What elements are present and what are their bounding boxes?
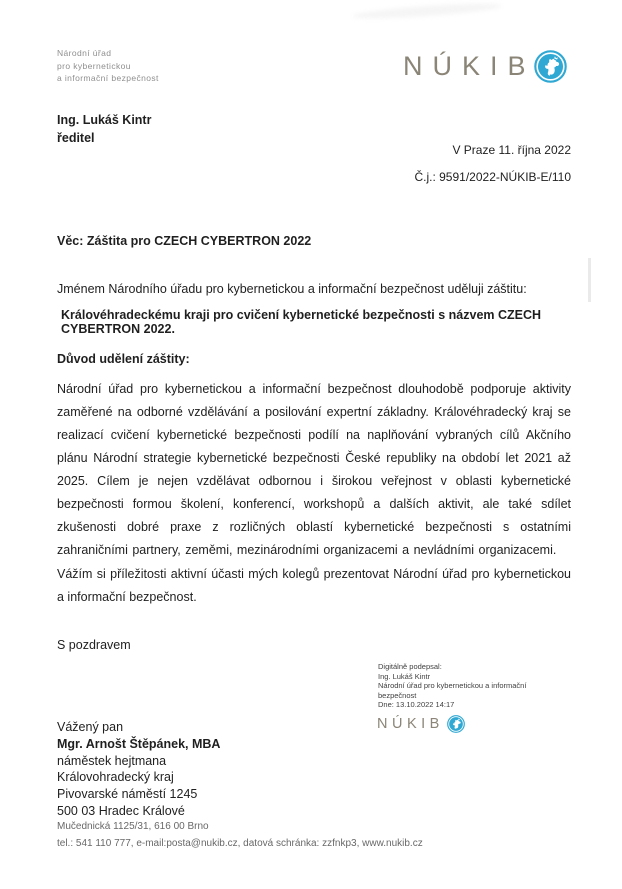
agency-line: a informační bezpečnost	[57, 73, 159, 83]
subject-line: Věc: Záštita pro CZECH CYBERTRON 2022	[57, 234, 312, 248]
digital-signature-block	[378, 662, 526, 710]
letter-footer	[57, 818, 423, 852]
agency-line: Národní úřad	[57, 48, 112, 58]
recipient-block	[57, 719, 220, 820]
recipient-line: Královohradecký kraj	[57, 770, 174, 785]
recipient-line: náměstek hejtmana	[57, 753, 167, 768]
recipient-name: Mgr. Arnošt Štěpánek, MBA	[57, 736, 221, 751]
place-date: V Praze 11. října 2022	[452, 143, 571, 157]
body-paragraph-1: Národní úřad pro kybernetickou a informační bezpečnost dlouhodobě podporuje aktivity zaměřené na odborné vzdělávání a posilování expertní základny. Královéhradecký kraj se realizací cvičení kybernetické bezpečnosti podílí na naplňování vybraných cílů Akčního plánu Národní strategie kybernetické bezpečnosti České republiky na období let 2021 až 2025. Cílem je nejen vzdělávat odbornou i širokou veřejnost v oblasti kybernetické bezpečnosti formou školení, konferencí, workshopů a dalších aktivit, ale také sdílet zkušenosti dobré praxe z rozličných oblastí kybernetické bezpečnosti s ostatními zahraničními partnery, zeměmi, mezinárodními organizacemi a nevládními organizacemi.	[57, 382, 571, 557]
signature-nukib-logo	[377, 714, 465, 734]
letter-meta	[414, 143, 571, 184]
digsig-line: Digitálně podepsal:	[378, 662, 442, 671]
body-paragraph-2: Vážím si příležitosti aktivní účasti mých kolegů prezentovat Národní úřad pro kybernetickou a informační bezpečnost.	[57, 567, 571, 604]
scan-artifact	[352, 1, 502, 21]
agency-name-block	[57, 47, 159, 85]
recipient-line: Pivovarské náměstí 1245	[57, 787, 198, 802]
digsig-line: bezpečnost	[378, 690, 417, 700]
reason-heading: Důvod udělení záštity:	[57, 352, 190, 366]
scan-artifact	[588, 258, 591, 302]
digsig-line: Národní úřad pro kybernetickou a informační	[378, 681, 527, 691]
agency-line: pro kybernetickou	[57, 60, 131, 71]
nukib-wordmark: NÚKIB	[403, 51, 536, 81]
footer-contacts: tel.: 541 110 777, e-mail:posta@nukib.cz, datová schránka: zzfnkp3, www.nukib.cz	[57, 838, 423, 849]
sender-name: Ing. Lukáš Kintr	[57, 113, 152, 127]
nukib-logo	[403, 50, 567, 83]
nukib-wordmark: NÚKIB	[377, 716, 444, 732]
digsig-line: Ing. Lukáš Kintr	[378, 671, 431, 681]
grant-intro: Jménem Národního úřadu pro kybernetickou a informační bezpečnost uděluji záštitu:	[57, 282, 527, 296]
lion-emblem-icon	[447, 715, 465, 733]
sender-block	[57, 111, 151, 147]
reference-number: Č.j.: 9591/2022-NÚKIB-E/110	[414, 170, 571, 184]
footer-address: Mučednická 1125/31, 616 00 Brno	[57, 821, 209, 832]
recipient-salutation: Vážený pan	[57, 720, 124, 734]
recipient-line: 500 03 Hradec Králové	[57, 803, 185, 818]
lion-emblem-icon	[534, 50, 567, 83]
digsig-line: Dne: 13.10.2022 14:17	[378, 700, 455, 710]
grant-statement: Královéhradeckému kraji pro cvičení kybernetické bezpečnosti s názvem CZECH CYBERTRON 2022.	[61, 308, 542, 336]
closing-line: S pozdravem	[57, 638, 131, 652]
sender-title: ředitel	[57, 131, 95, 145]
